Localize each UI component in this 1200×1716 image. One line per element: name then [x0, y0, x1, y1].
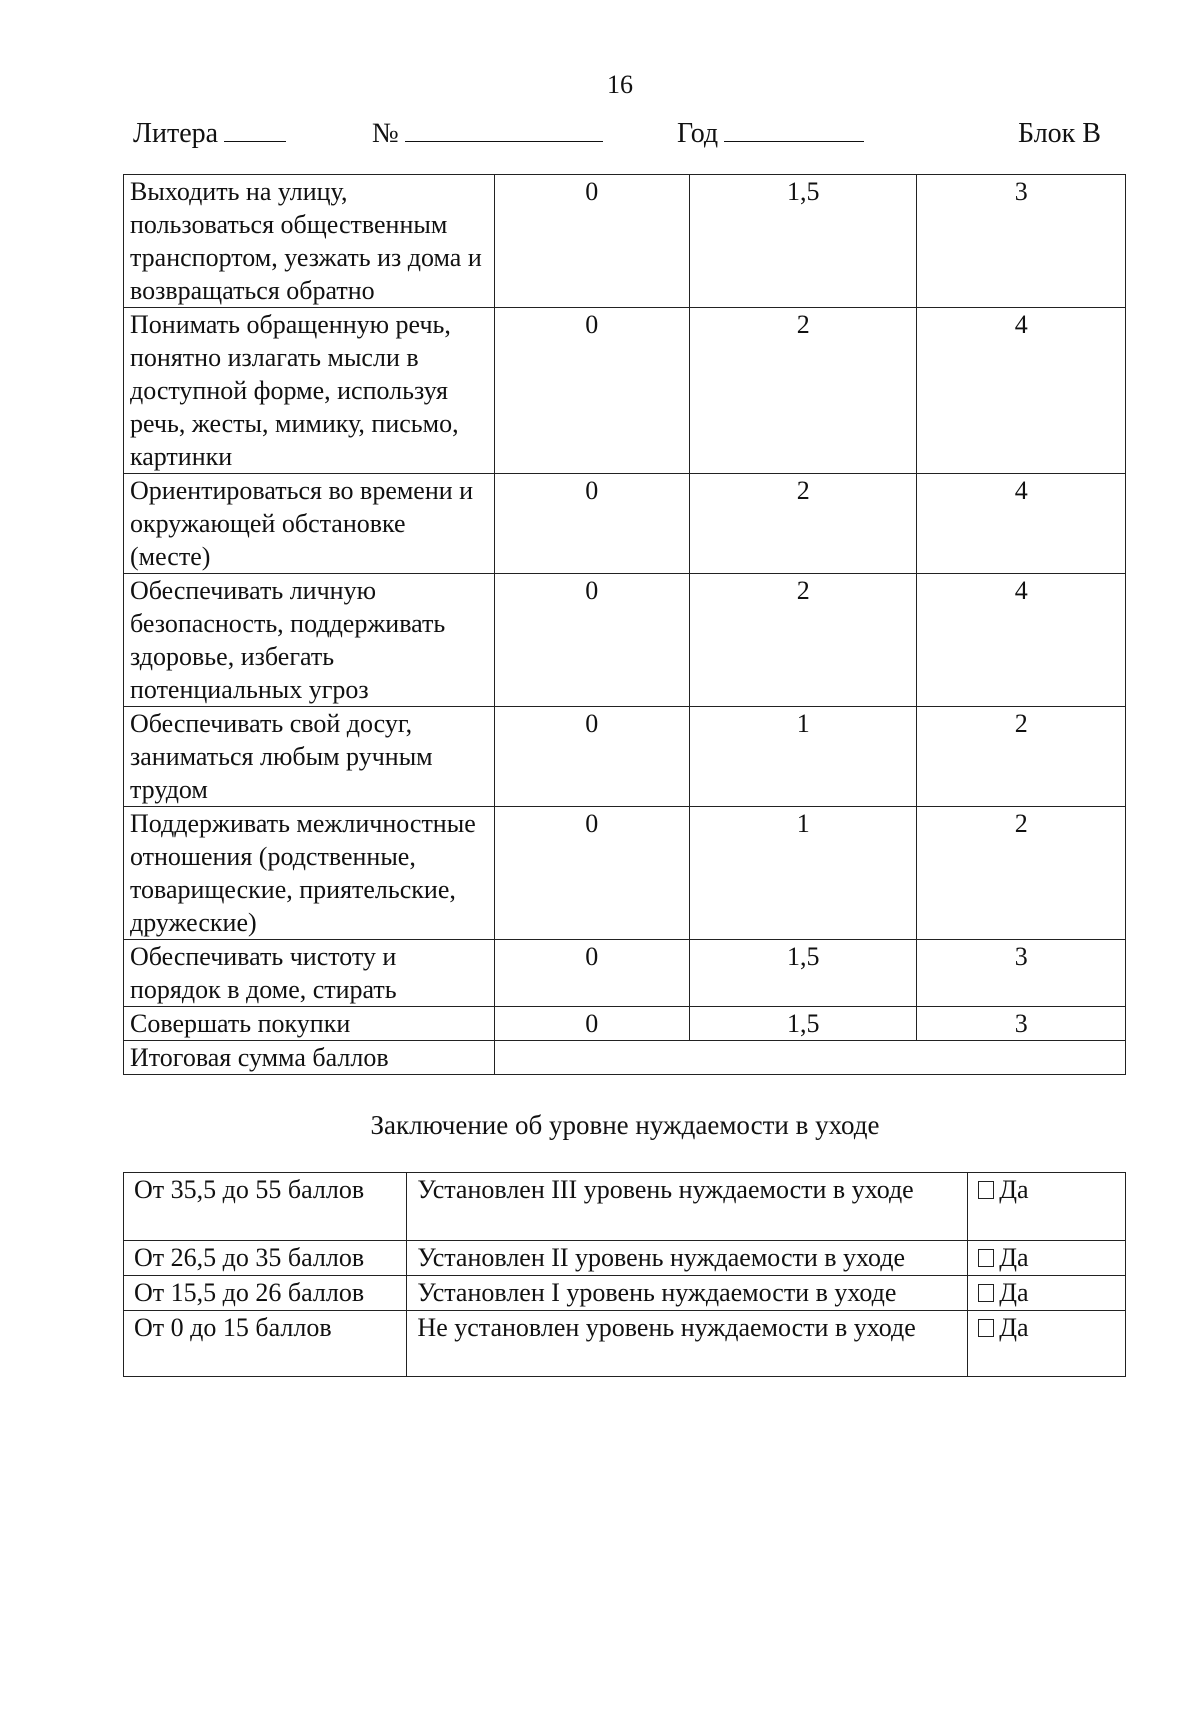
score-cell: 4 [917, 308, 1126, 474]
number-field [372, 118, 603, 150]
score-range: От 35,5 до 55 баллов [124, 1173, 407, 1241]
score-cell: 2 [690, 474, 917, 574]
score-cell: 1,5 [690, 175, 917, 308]
care-level: Установлен I уровень нуждаемости в уходе [407, 1276, 968, 1311]
score-cell: 2 [690, 308, 917, 474]
score-cell: 0 [494, 1007, 690, 1041]
page-number: 16 [607, 70, 633, 99]
answer-cell [968, 1311, 1126, 1377]
table-row [124, 474, 1126, 574]
care-level: Установлен II уровень нуждаемости в уходе [407, 1241, 968, 1276]
criteria-table [123, 174, 1126, 1075]
checkbox[interactable] [978, 1249, 994, 1267]
block-label: Блок В [1018, 118, 1101, 149]
score-cell: 3 [917, 175, 1126, 308]
table-row [124, 940, 1126, 1007]
table-row [124, 1276, 1126, 1311]
table-row [124, 1173, 1126, 1241]
litera-blank[interactable] [224, 119, 286, 142]
criterion-name: Обеспечивать свой досуг, заниматься любым ручным трудом [124, 707, 495, 807]
criterion-name: Понимать обращенную речь, понятно излагать мысли в доступной форме, используя речь, жесты, мимику, письмо, картинки [124, 308, 495, 474]
criterion-name: Обеспечивать чистоту и порядок в доме, стирать [124, 940, 495, 1007]
score-cell: 1 [690, 707, 917, 807]
score-range: От 0 до 15 баллов [124, 1311, 407, 1377]
score-cell: 1,5 [690, 1007, 917, 1041]
year-field [677, 118, 864, 150]
score-cell: 1 [690, 807, 917, 940]
table-row [124, 707, 1126, 807]
answer-cell [968, 1276, 1126, 1311]
table-row [124, 574, 1126, 707]
table-row [124, 175, 1126, 308]
litera-label: Литера [133, 118, 219, 149]
answer-label: Да [999, 1243, 1029, 1272]
score-cell: 0 [494, 807, 690, 940]
criterion-name: Ориентироваться во времени и окружающей обстановке (месте) [124, 474, 495, 574]
table-row [124, 807, 1126, 940]
score-cell: 1,5 [690, 940, 917, 1007]
score-cell: 4 [917, 574, 1126, 707]
conclusion-table [123, 1172, 1126, 1377]
year-blank[interactable] [724, 119, 864, 142]
answer-label: Да [999, 1313, 1029, 1342]
care-level: Не установлен уровень нуждаемости в уходе [407, 1311, 968, 1377]
table-row [124, 308, 1126, 474]
checkbox[interactable] [978, 1284, 994, 1302]
score-cell: 0 [494, 474, 690, 574]
score-cell: 0 [494, 574, 690, 707]
number-label: № [372, 118, 399, 149]
total-row [124, 1041, 1126, 1075]
score-cell: 3 [917, 940, 1126, 1007]
score-cell: 2 [690, 574, 917, 707]
score-cell: 3 [917, 1007, 1126, 1041]
score-cell: 0 [494, 940, 690, 1007]
conclusion-title: Заключение об уровне нуждаемости в уходе [370, 1110, 880, 1140]
table-row [124, 1007, 1126, 1041]
score-cell: 0 [494, 175, 690, 308]
criterion-name: Совершать покупки [124, 1007, 495, 1041]
number-blank[interactable] [405, 119, 603, 142]
score-range: От 26,5 до 35 баллов [124, 1241, 407, 1276]
criterion-name: Выходить на улицу, пользоваться общественным транспортом, уезжать из дома и возвращаться обратно [124, 175, 495, 308]
total-value[interactable] [494, 1041, 1125, 1075]
criterion-name: Обеспечивать личную безопасность, поддерживать здоровье, избегать потенциальных угроз [124, 574, 495, 707]
score-cell: 4 [917, 474, 1126, 574]
score-cell: 2 [917, 707, 1126, 807]
table-row [124, 1241, 1126, 1276]
care-level: Установлен III уровень нуждаемости в уходе [407, 1173, 968, 1241]
checkbox[interactable] [978, 1181, 994, 1199]
score-cell: 2 [917, 807, 1126, 940]
year-label: Год [677, 118, 719, 149]
litera-field [133, 118, 286, 150]
answer-label: Да [999, 1175, 1029, 1204]
criterion-name: Поддерживать межличностные отношения (родственные, товарищеские, приятельские, дружеские) [124, 807, 495, 940]
answer-cell [968, 1241, 1126, 1276]
score-cell: 0 [494, 308, 690, 474]
total-label: Итоговая сумма баллов [124, 1041, 495, 1075]
answer-label: Да [999, 1278, 1029, 1307]
score-cell: 0 [494, 707, 690, 807]
table-row [124, 1311, 1126, 1377]
score-range: От 15,5 до 26 баллов [124, 1276, 407, 1311]
checkbox[interactable] [978, 1319, 994, 1337]
answer-cell [968, 1173, 1126, 1241]
